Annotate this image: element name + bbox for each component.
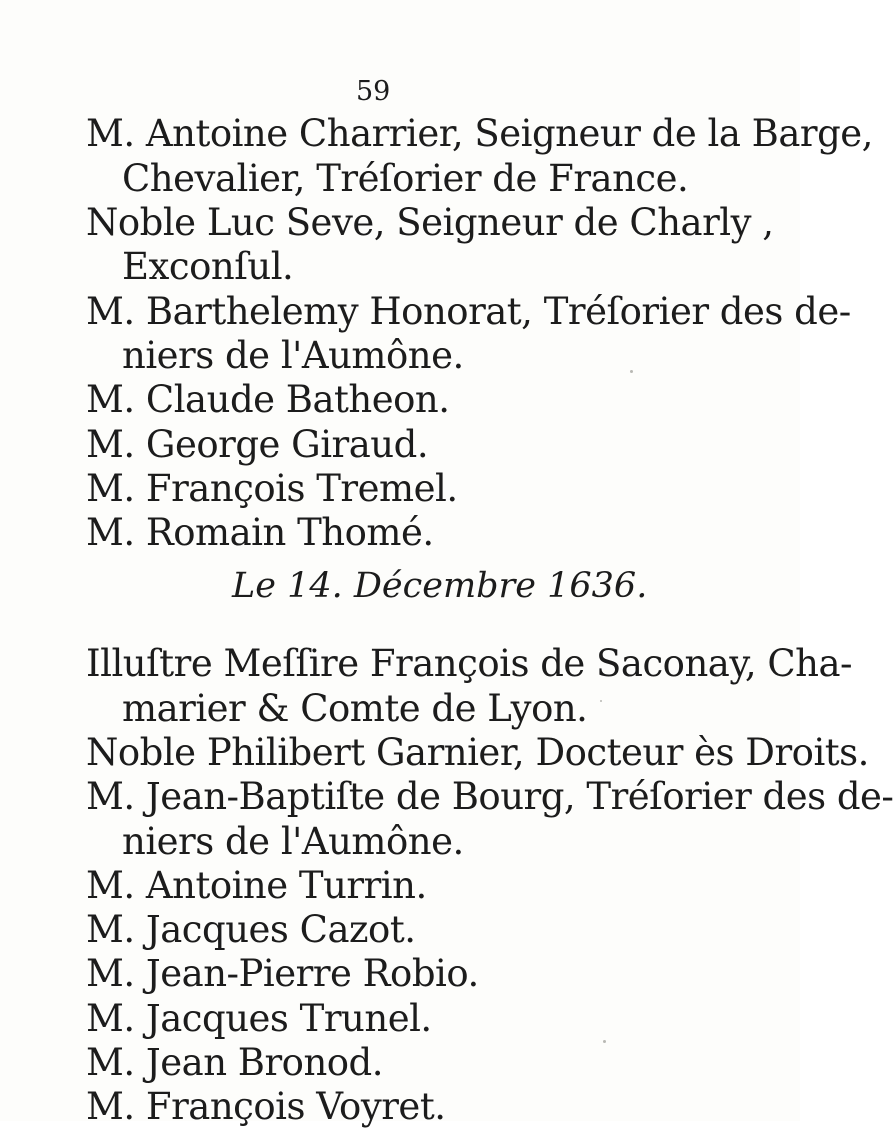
paper-speck	[600, 700, 602, 702]
text-line: M. François Tremel.	[86, 467, 458, 510]
paper-speck	[630, 370, 633, 373]
text-line: M. Romain Thomé.	[86, 511, 434, 554]
text-line: M. George Giraud.	[86, 423, 429, 466]
text-line: Noble Luc Seve, Seigneur de Charly ,	[86, 201, 774, 244]
text-line: Exconſul.	[122, 245, 294, 288]
text-line: Illuſtre Meſſire François de Saconay, Cha-	[86, 642, 853, 685]
text-line: M. Jean-Pierre Robio.	[86, 952, 479, 995]
text-line: niers de l'Aumône.	[122, 334, 464, 377]
text-line: Noble Philibert Garnier, Docteur ès Droits.	[86, 731, 869, 774]
text-line: M. Jacques Cazot.	[86, 908, 416, 951]
text-line: M. Antoine Turrin.	[86, 864, 427, 907]
paper-speck	[603, 1040, 606, 1043]
text-line: niers de l'Aumône.	[122, 820, 464, 863]
text-line: marier & Comte de Lyon.	[122, 687, 588, 730]
text-line: Chevalier, Tréſorier de France.	[122, 157, 689, 200]
text-line: M. Jean Bronod.	[86, 1041, 383, 1084]
text-line: M. Antoine Charrier, Seigneur de la Barge,	[86, 112, 873, 155]
page-number: 59	[356, 76, 391, 107]
text-line: M. Barthelemy Honorat, Tréſorier des de-	[86, 290, 851, 333]
text-line: M. Jacques Trunel.	[86, 997, 432, 1040]
text-line: M. François Voyret.	[86, 1085, 446, 1128]
date-heading: Le 14. Décembre 1636.	[232, 566, 648, 606]
text-line: M. Jean-Baptiſte de Bourg, Tréſorier des de-	[86, 775, 893, 818]
text-line: M. Claude Batheon.	[86, 378, 450, 421]
